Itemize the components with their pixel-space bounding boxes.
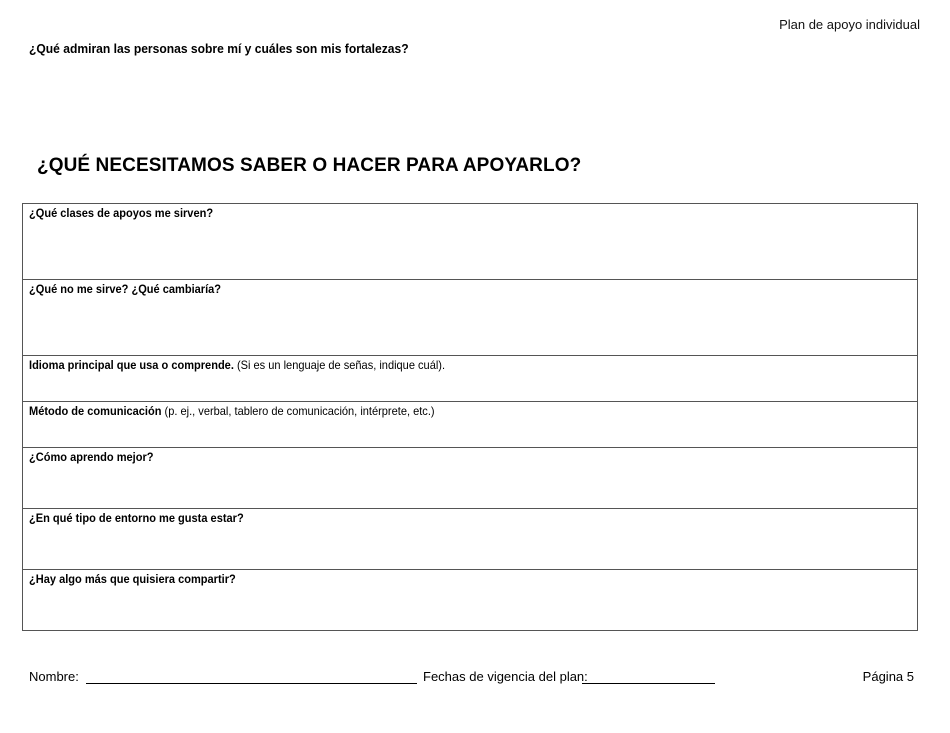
form-row-not-working[interactable]	[23, 280, 918, 356]
plan-dates-label: Fechas de vigencia del plan:	[423, 669, 588, 684]
support-form-table	[22, 203, 918, 631]
row-label: Método de comunicación	[29, 404, 162, 418]
row-label: ¿En qué tipo de entorno me gusta estar?	[29, 511, 244, 525]
row-label: ¿Hay algo más que quisiera compartir?	[29, 572, 236, 586]
name-label: Nombre:	[29, 669, 79, 684]
row-label: Idioma principal que usa o comprende.	[29, 358, 234, 372]
form-cell[interactable]	[23, 448, 918, 509]
row-label: ¿Cómo aprendo mejor?	[29, 450, 154, 464]
page-number: Página 5	[862, 669, 914, 684]
form-row-learning[interactable]	[23, 448, 918, 509]
row-label: ¿Qué no me sirve? ¿Qué cambiaría?	[29, 282, 222, 296]
form-row-supports[interactable]	[23, 204, 918, 280]
form-cell[interactable]	[23, 509, 918, 570]
plan-dates-field-line[interactable]	[582, 683, 715, 684]
form-row-environment[interactable]	[23, 509, 918, 570]
row-label: ¿Qué clases de apoyos me sirven?	[29, 206, 214, 220]
section-title: ¿QUÉ NECESITAMOS SABER O HACER PARA APOYARLO?	[37, 155, 582, 176]
row-note: (Si es un lenguaje de señas, indique cuál).	[233, 358, 446, 372]
row-note: (p. ej., verbal, tablero de comunicación, intérprete, etc.)	[161, 404, 435, 418]
form-cell[interactable]	[23, 204, 918, 280]
form-row-language[interactable]	[23, 356, 918, 402]
form-row-share[interactable]	[23, 570, 918, 631]
name-field-line[interactable]	[86, 683, 417, 684]
form-cell[interactable]	[23, 356, 918, 402]
strengths-question: ¿Qué admiran las personas sobre mí y cuáles son mis fortalezas?	[29, 41, 409, 56]
form-cell[interactable]	[23, 280, 918, 356]
form-row-communication[interactable]	[23, 402, 918, 448]
page-footer	[29, 669, 914, 687]
form-cell[interactable]	[23, 402, 918, 448]
document-title: Plan de apoyo individual	[779, 17, 920, 32]
form-cell[interactable]	[23, 570, 918, 631]
